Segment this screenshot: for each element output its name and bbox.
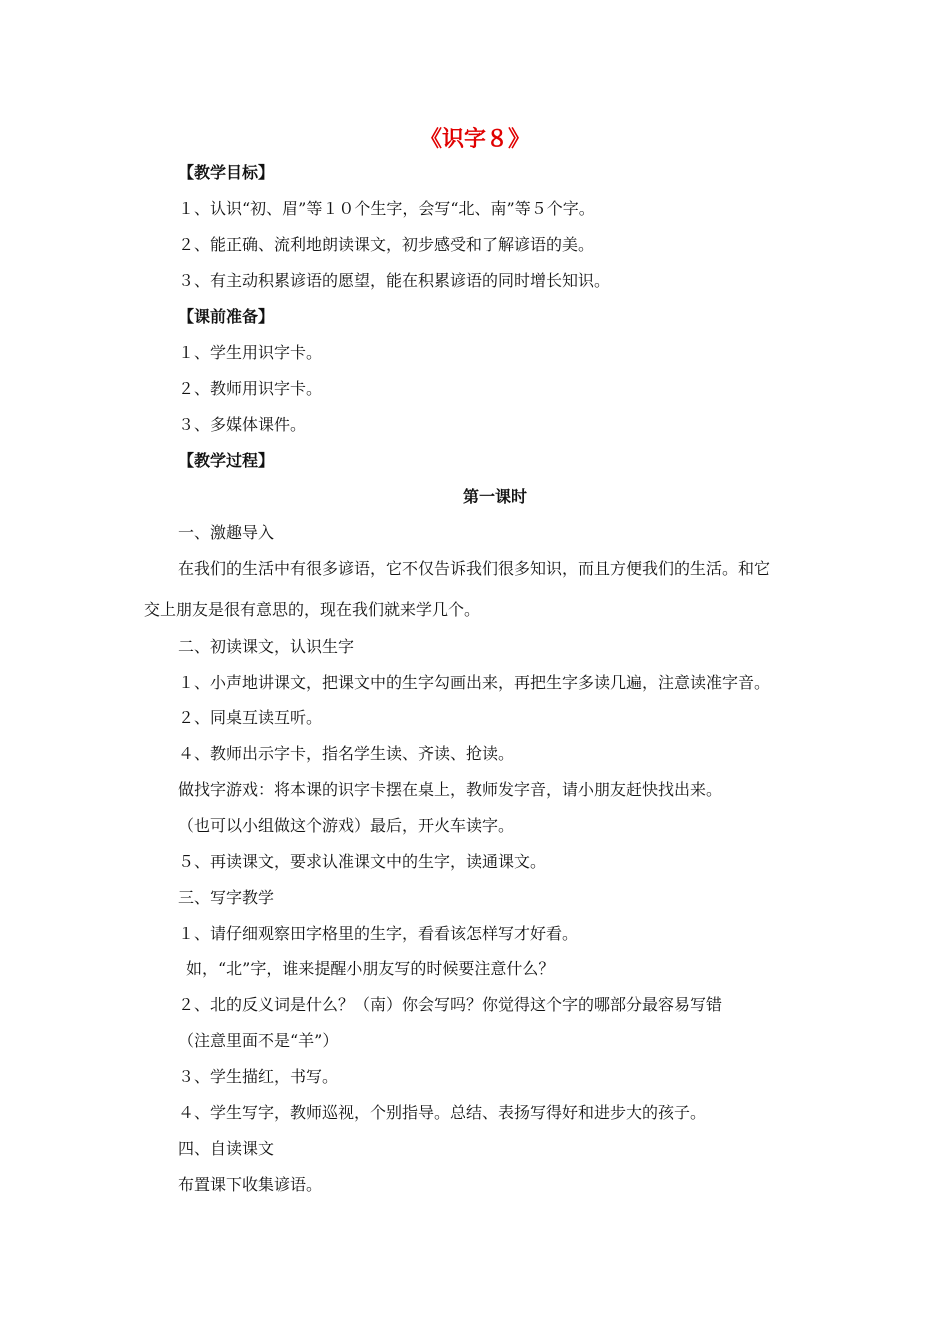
paragraph-line: 做找字游戏：将本课的识字卡摆在桌上，教师发字音，请小朋友赶快找出来。 xyxy=(178,780,723,799)
section-heading: 四、自读课文 xyxy=(178,1139,275,1158)
objective-item: ３、有主动积累谚语的愿望，能在积累谚语的同时增长知识。 xyxy=(178,271,611,290)
preparation-item: ２、教师用识字卡。 xyxy=(178,379,323,398)
paragraph-line: 交上朋友是很有意思的，现在我们就来学几个。 xyxy=(144,600,481,619)
paragraph-line: 在我们的生活中有很多谚语，它不仅告诉我们很多知识，而且方便我们的生活。和它 xyxy=(178,559,771,578)
paragraph-line: 如，“北”字，谁来提醒小朋友写的时候要注意什么？ xyxy=(186,959,555,978)
step-item: ４、教师出示字卡，指名学生读、齐读、抢读。 xyxy=(178,744,515,763)
step-item: １、小声地讲课文，把课文中的生字勾画出来，再把生字多读几遍，注意读准字音。 xyxy=(178,673,771,692)
step-item: ２、北的反义词是什么？（南）你会写吗？你觉得这个字的哪部分最容易写错 xyxy=(178,995,723,1014)
paragraph-line: （注意里面不是“羊”） xyxy=(178,1031,339,1050)
preparation-item: ３、多媒体课件。 xyxy=(178,415,307,434)
process-heading: 【教学过程】 xyxy=(178,451,275,470)
objective-item: ２、能正确、流利地朗读课文，初步感受和了解谚语的美。 xyxy=(178,235,595,254)
preparation-item: １、学生用识字卡。 xyxy=(178,343,323,362)
section-heading: 二、初读课文，认识生字 xyxy=(178,637,355,656)
step-item: １、请仔细观察田字格里的生字，看看该怎样写才好看。 xyxy=(178,924,579,943)
lesson-heading: 第一课时 xyxy=(462,487,527,506)
objective-item: １、认识“初、眉”等１０个生字，会写“北、南”等５个字。 xyxy=(178,199,595,218)
step-item: ４、学生写字，教师巡视，个别指导。总结、表扬写得好和进步大的孩子。 xyxy=(178,1103,707,1122)
step-item: ２、同桌互读互听。 xyxy=(178,708,323,727)
step-item: ５、再读课文，要求认准课文中的生字，读通课文。 xyxy=(178,852,547,871)
document-title: 《识字８》 xyxy=(419,127,530,152)
section-heading: 一、激趣导入 xyxy=(178,523,275,542)
paragraph-line: 布置课下收集谚语。 xyxy=(178,1175,323,1194)
paragraph-line: （也可以小组做这个游戏）最后，开火车读字。 xyxy=(178,816,515,835)
preparation-heading: 【课前准备】 xyxy=(178,307,275,326)
objectives-heading: 【教学目标】 xyxy=(178,163,275,182)
step-item: ３、学生描红，书写。 xyxy=(178,1067,339,1086)
section-heading: 三、写字教学 xyxy=(178,888,275,907)
